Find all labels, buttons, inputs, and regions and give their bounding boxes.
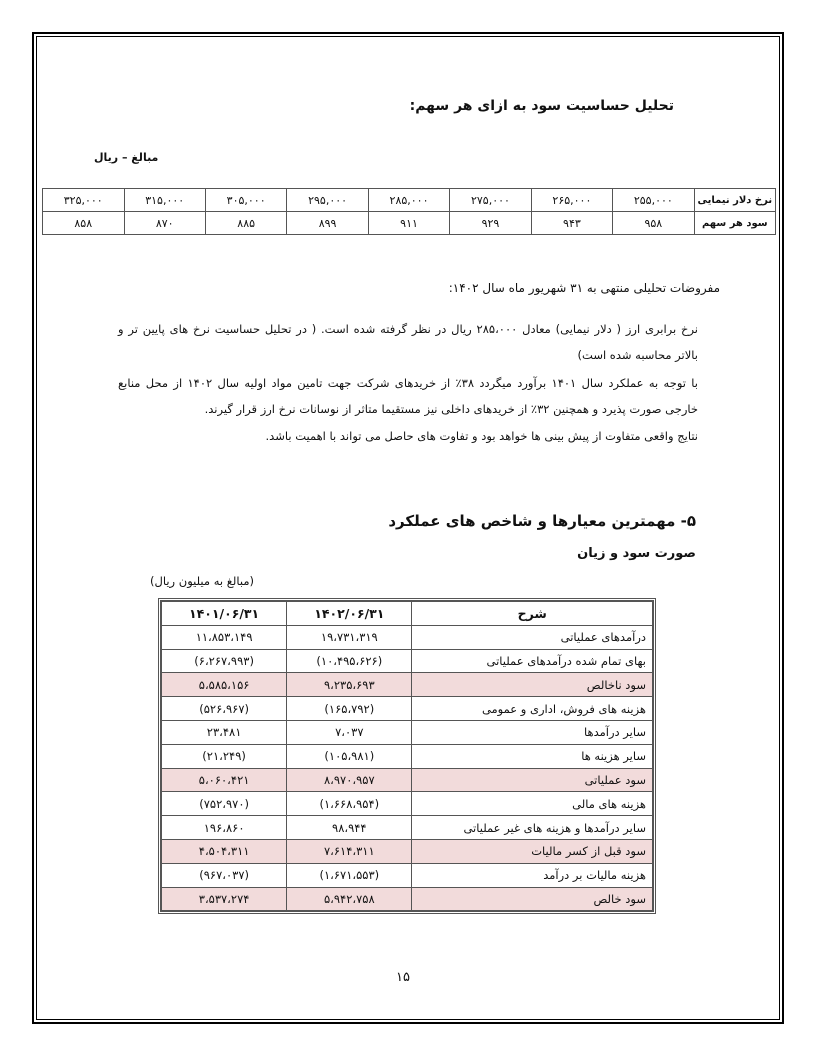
sensitivity-table <box>42 188 776 235</box>
value-1402: ۹۸،۹۴۴ <box>287 816 412 840</box>
value-1401: (۹۶۷،۰۳۷) <box>162 863 287 887</box>
eps-cell: ۹۲۹ <box>450 212 531 235</box>
value-1401: ۱۹۶،۸۶۰ <box>162 816 287 840</box>
value-1401: (۲۱،۲۴۹) <box>162 744 287 768</box>
column-header-1401: ۱۴۰۱/۰۶/۳۱ <box>162 602 287 626</box>
row-label: سود قبل از کسر مالیات <box>412 839 653 863</box>
eps-cell: ۹۴۳ <box>531 212 612 235</box>
rate-cell: ۳۰۵,۰۰۰ <box>205 189 286 212</box>
value-1402: (۱،۶۷۱،۵۵۳) <box>287 863 412 887</box>
eps-row-label: سود هر سهم <box>694 212 775 235</box>
row-label: سایر هزینه ها <box>412 744 653 768</box>
value-1401: ۳،۵۳۷،۲۷۴ <box>162 887 287 911</box>
assumption-paragraph: نرخ برابری ارز ( دلار نیمایی) معادل ۲۸۵،۰۰۰ ریال در نظر گرفته شده است. ( در تحلیل حساسیت نرخ های پایین تر و بالاتر محاسبه شده است) <box>118 322 699 362</box>
eps-cell: ۹۱۱ <box>368 212 449 235</box>
section-subtitle: صورت سود و زیان <box>577 546 696 561</box>
table-row <box>162 816 653 840</box>
column-header-1402: ۱۴۰۲/۰۶/۳۱ <box>287 602 412 626</box>
table-row <box>162 792 653 816</box>
pl-unit: (مبالغ به میلیون ریال) <box>150 574 254 588</box>
rate-cell: ۲۸۵,۰۰۰ <box>368 189 449 212</box>
income-statement-body <box>162 625 653 911</box>
value-1401: (۷۵۲،۹۷۰) <box>162 792 287 816</box>
value-1401: ۲۳،۴۸۱ <box>162 720 287 744</box>
rate-cell: ۲۶۵,۰۰۰ <box>531 189 612 212</box>
eps-cell: ۸۷۰ <box>124 212 205 235</box>
eps-cell: ۸۵۸ <box>43 212 125 235</box>
value-1402: (۱۶۵،۷۹۲) <box>287 697 412 721</box>
table-row <box>162 768 653 792</box>
table-row <box>162 744 653 768</box>
value-1401: (۵۲۶،۹۶۷) <box>162 697 287 721</box>
sensitivity-eps-row <box>43 212 776 235</box>
table-row <box>162 649 653 673</box>
value-1402: ۷،۶۱۴،۳۱۱ <box>287 839 412 863</box>
income-statement-table-frame <box>158 598 656 914</box>
sensitivity-unit: مبالغ – ریال <box>94 151 159 164</box>
assumption-paragraph: با توجه به عملکرد سال ۱۴۰۱ برآورد میگردد ۳۸٪ از خریدهای شرکت جهت تامین مواد اولیه سال ۱۴۰۲ از محل منابع خارجی صورت پذیرد و همچنین ۳۲٪ از خریدهای داخلی نیز مستقیما متاثر از نوسانات نرخ ارز قرار گیرند. <box>118 376 698 416</box>
table-row <box>162 697 653 721</box>
value-1401: ۵،۵۸۵،۱۵۶ <box>162 673 287 697</box>
value-1401: (۶،۲۶۷،۹۹۳) <box>162 649 287 673</box>
table-row <box>162 720 653 744</box>
value-1402: ۹،۲۳۵،۶۹۳ <box>287 673 412 697</box>
rate-row-label: نرخ دلار نیمایی <box>694 189 775 212</box>
eps-cell: ۸۹۹ <box>287 212 368 235</box>
rate-cell: ۳۱۵,۰۰۰ <box>124 189 205 212</box>
table-header-row <box>162 602 653 626</box>
value-1402: (۱۰۵،۹۸۱) <box>287 744 412 768</box>
eps-cell: ۹۵۸ <box>613 212 694 235</box>
value-1401: ۵،۰۶۰،۴۲۱ <box>162 768 287 792</box>
row-label: سود خالص <box>412 887 653 911</box>
row-label: هزینه های مالی <box>412 792 653 816</box>
row-label: بهای تمام شده درآمدهای عملیاتی <box>412 649 653 673</box>
value-1402: ۱۹،۷۳۱،۳۱۹ <box>287 625 412 649</box>
row-label: سود ناخالص <box>412 673 653 697</box>
value-1402: (۱،۶۶۸،۹۵۴) <box>287 792 412 816</box>
row-label: هزینه مالیات بر درآمد <box>412 863 653 887</box>
eps-cell: ۸۸۵ <box>205 212 286 235</box>
table-row <box>162 863 653 887</box>
rate-cell: ۲۵۵,۰۰۰ <box>613 189 694 212</box>
rate-cell: ۲۷۵,۰۰۰ <box>450 189 531 212</box>
table-row <box>162 887 653 911</box>
value-1402: ۷،۰۳۷ <box>287 720 412 744</box>
value-1402: (۱۰،۴۹۵،۶۲۶) <box>287 649 412 673</box>
table-row <box>162 625 653 649</box>
assumption-paragraph: نتایج واقعی متفاوت از پیش بینی ها خواهد بود و تفاوت های حاصل می تواند با اهمیت باشد. <box>265 429 698 443</box>
row-label: هزینه های فروش، اداری و عمومی <box>412 697 653 721</box>
row-label: سایر درآمدها و هزینه های غیر عملیاتی <box>412 816 653 840</box>
row-label: سود عملیاتی <box>412 768 653 792</box>
rate-cell: ۳۲۵,۰۰۰ <box>43 189 125 212</box>
table-row <box>162 839 653 863</box>
section-title: ۵- مهمترین معیارها و شاخص های عملکرد <box>388 512 696 530</box>
value-1401: ۴،۵۰۴،۳۱۱ <box>162 839 287 863</box>
page-number: ۱۵ <box>396 970 410 985</box>
value-1401: ۱۱،۸۵۳،۱۴۹ <box>162 625 287 649</box>
table-row <box>162 673 653 697</box>
value-1402: ۸،۹۷۰،۹۵۷ <box>287 768 412 792</box>
rate-cell: ۲۹۵,۰۰۰ <box>287 189 368 212</box>
sensitivity-rate-row <box>43 189 776 212</box>
income-statement-table <box>161 601 653 911</box>
row-label: درآمدهای عملیاتی <box>412 625 653 649</box>
column-header-description: شرح <box>412 602 653 626</box>
assumptions-title: مفروضات تحلیلی منتهی به ۳۱ شهریور ماه سال ۱۴۰۲: <box>448 281 720 295</box>
row-label: سایر درآمدها <box>412 720 653 744</box>
sensitivity-title: تحلیل حساسیت سود به ازای هر سهم: <box>409 98 674 114</box>
value-1402: ۵،۹۴۲،۷۵۸ <box>287 887 412 911</box>
